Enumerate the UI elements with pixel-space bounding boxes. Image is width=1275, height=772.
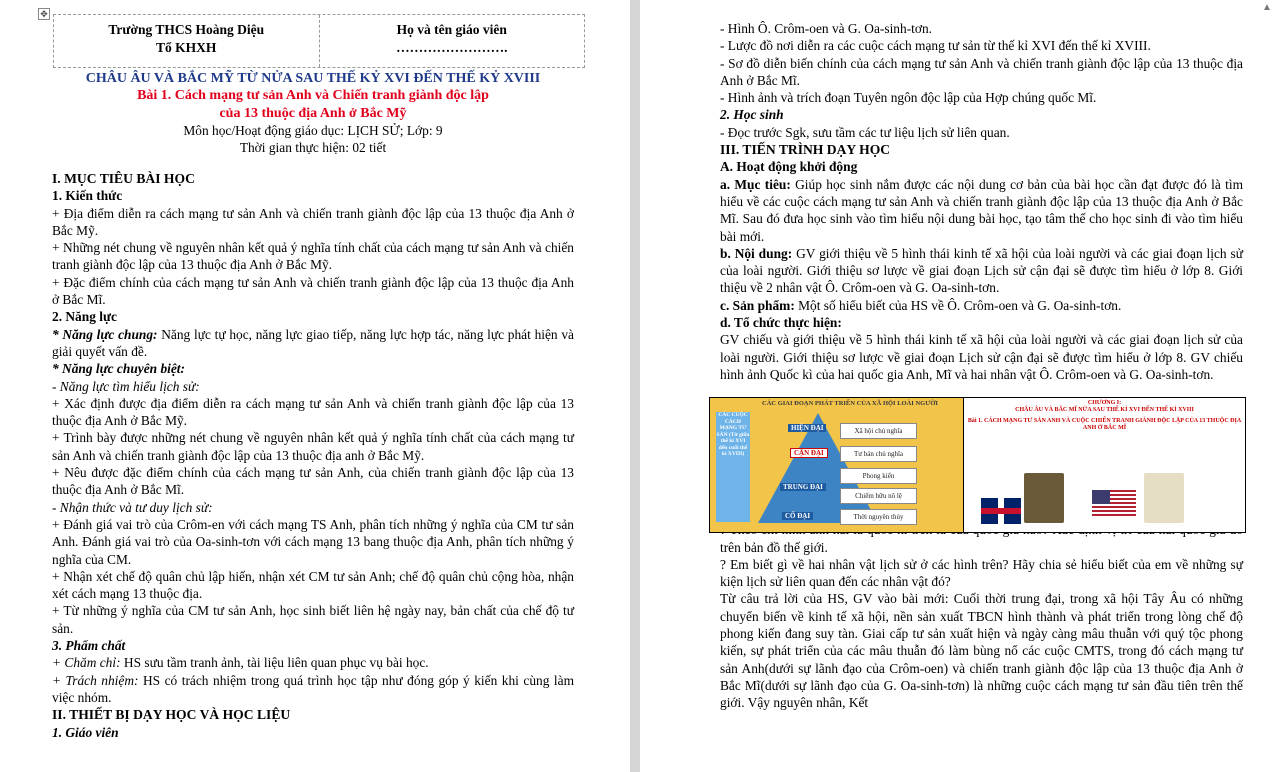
subsection-heading: 1. Kiến thức bbox=[52, 188, 123, 204]
slides-figure[interactable] bbox=[709, 397, 1246, 533]
paragraph: + Nhận xét chế độ quân chủ lập hiến, nhận xét CM tư sản Anh; chế độ quân chủ cộng hòa, nhận xét cách mạng 13 thuộc địa. bbox=[52, 568, 574, 602]
stage-box: Xã hội chủ nghĩa bbox=[840, 423, 917, 439]
group-name: Tổ KHXH bbox=[156, 40, 217, 55]
paragraph: + Những nét chung về nguyên nhân kết quả ý nghĩa tính chất của cách mạng tư sản Anh và chiến tranh giành độc lập của 13 thuộc địa Anh ở Bắc Mỹ. bbox=[52, 240, 574, 273]
paragraph bbox=[720, 245, 1243, 297]
teacher-dots: ……………………. bbox=[396, 40, 508, 55]
paragraph: Từ câu trả lời của HS, GV vào bài mới: Cuối thời trung đại, trong xã hội Tây Âu có những chuyển biến về kinh tế xã hội, nền sản xuất TBCN hình thành và phát triển trong lòng chế độ phong kiến đang suy tàn. Giai cấp tư sản xuất hiện và ngày càng mâu thuẫn với quý tộc phong kiến, sự phát triển của các mâu thuẫn đó làm bùng nổ các cuộc CMTS, trong đó cách mạng tư sản Anh(dưới sự lãnh đạo của Crôm-oen) và chiến tranh giành độc lập của 13 thuộc địa Anh ở Bắc Mĩ(dưới sự lãnh đạo của G. Oa-sinh-tơn) là những cuộc cách mạng tư sản đầu tiên trên thế giới. Vậy nguyên nhân, Kết bbox=[720, 591, 1243, 711]
stage-box: Thời nguyên thủy bbox=[840, 509, 917, 525]
subsection-heading: 2. Học sinh bbox=[720, 107, 784, 123]
text: HS sưu tầm tranh ảnh, tài liệu liên quan phục vụ bài học. bbox=[120, 655, 429, 671]
paragraph bbox=[52, 326, 574, 361]
paragraph bbox=[52, 654, 574, 671]
header-teacher-cell bbox=[319, 15, 585, 67]
left-page bbox=[0, 0, 630, 772]
subsection-heading: 1. Giáo viên bbox=[52, 724, 119, 740]
paragraph: GV chiếu và giới thiệu về 5 hình thái kinh tế xã hội của loài người và các giai đoạn lịch sử của loài người. Giới thiệu sơ lược về giai đoạn Lịch sử cận đại sẽ được tìm hiểu ở lớp 8. GV chiếu hình ảnh Quốc kì của hai quốc gia Anh, Mĩ và hai nhân vật Ô. Crôm-oen và G. Oa-sinh-tơn. bbox=[720, 332, 1243, 382]
text: Năng lực tự học, năng lực giao tiếp, năng lực hợp tác, năng lực phát hiện và giải quyết vấn đề. bbox=[52, 326, 574, 359]
text: GV giới thiệu về 5 hình thái kinh tế xã hội của loài người và các giai đoạn lịch sử của loài người. Giới thiệu sơ lược về giai đoạn Lịch sử cận đại sẽ được tìm hiểu ở lớp 8. Giới thiệu về 2 nhân vật Ô. Crôm-oen và G. Oa-sinh-tơn. bbox=[720, 245, 1243, 296]
subject-line: Môn học/Hoạt động giáo dục: LỊCH SỬ; Lớp: 9 bbox=[183, 122, 443, 138]
washington-portrait-icon bbox=[1144, 473, 1184, 523]
subsection-heading: d. Tổ chức thực hiện: bbox=[720, 315, 842, 331]
label: + Trách nhiệm: bbox=[52, 672, 139, 688]
text: Một số hiểu biết của HS về Ô. Crôm-oen và G. Oa-sinh-tơn. bbox=[794, 297, 1122, 313]
paragraph: trên bản đồ thế giới. bbox=[720, 539, 828, 555]
slide-history-stages bbox=[710, 398, 964, 532]
subheading-italic: - Nhận thức và tư duy lịch sử: bbox=[52, 499, 213, 515]
lesson-title-line-2: của 13 thuộc địa Anh ở Bắc Mỹ bbox=[219, 105, 407, 121]
paragraph bbox=[720, 297, 1243, 314]
lesson-title-line-1: Bài 1. Cách mạng tư sản Anh và Chiến tranh giành độc lập bbox=[137, 88, 489, 104]
period-tag: CẬN ĐẠI bbox=[790, 448, 828, 458]
scroll-up-icon[interactable]: ▲ bbox=[1262, 2, 1272, 13]
period-tag: TRUNG ĐẠI bbox=[780, 483, 826, 491]
slide-chapter-intro bbox=[964, 398, 1245, 532]
text: HS có trách nhiệm trong quá trình học tập như đóng góp ý kiến khi cùng làm việc nhóm. bbox=[52, 672, 575, 705]
paragraph: + Trình bày được những nét chung về nguyên nhân kết quả ý nghĩa tính chất của cách mạng tư sản Anh và chiến tranh giành độc lập của 13 thuộc địa anh ở Bắc Mỹ. bbox=[52, 430, 574, 463]
paragraph: - Lược đồ nơi diễn ra các cuộc cách mạng tư sản từ thế kỉ XVI đến thế kỉ XVIII. bbox=[720, 38, 1151, 54]
paragraph: + Nêu được đặc điểm chính của cách mạng tư sản Anh, của chiến tranh giành độc lập của 13 thuộc địa Anh ở Bắc Mĩ. bbox=[52, 465, 574, 498]
label: b. Nội dung: bbox=[720, 245, 793, 261]
chapter-label: CHƯƠNG I: bbox=[1087, 400, 1122, 406]
label: + Chăm chỉ: bbox=[52, 655, 121, 671]
page-gutter bbox=[630, 0, 640, 772]
paragraph bbox=[720, 176, 1243, 245]
paragraph: - Đọc trước Sgk, sưu tầm các tư liệu lịch sử liên quan. bbox=[720, 124, 1010, 140]
subsection-heading: * Năng lực chuyên biệt: bbox=[52, 361, 185, 377]
paragraph: + Xác định được địa điểm diễn ra cách mạng tư sản Anh và chiến tranh giành độc lập của 13 thuộc địa Anh ở Bắc Mỹ. bbox=[52, 395, 574, 429]
header-school-cell bbox=[54, 15, 319, 67]
subsection-heading: 3. Phẩm chất bbox=[52, 638, 126, 654]
cromwell-portrait-icon bbox=[1024, 473, 1064, 523]
school-name: Trường THCS Hoàng Diệu bbox=[108, 22, 265, 37]
paragraph: - Hình ảnh và trích đoạn Tuyên ngôn độc lập của Hợp chúng quốc Mĩ. bbox=[720, 90, 1097, 106]
subheading-italic: - Năng lực tìm hiểu lịch sử: bbox=[52, 378, 200, 394]
stage-box: Phong kiến bbox=[840, 468, 917, 484]
header-table bbox=[53, 14, 585, 68]
paragraph: + Đặc điểm chính của cách mạng tư sản Anh và chiến tranh giành độc lập của 13 thuộc địa Anh ở Bắc Mĩ. bbox=[52, 274, 574, 308]
duration-line: Thời gian thực hiện: 02 tiết bbox=[239, 140, 387, 156]
period-tag: CỔ ĐẠI bbox=[782, 512, 813, 520]
us-flag-icon bbox=[1092, 490, 1136, 516]
chapter-title: CHÂU ÂU VÀ BẮC MỸ TỪ NỬA SAU THẾ KỶ XVI ĐẾN THẾ KỶ XVIII bbox=[85, 71, 541, 86]
table-move-handle-icon[interactable]: ✥ bbox=[38, 8, 50, 20]
slide-chapter-text bbox=[964, 400, 1245, 432]
paragraph: - Sơ đồ diễn biến chính của cách mạng tư sản Anh và chiến tranh giành độc lập của 13 thuộc địa Anh ở Bắc Mĩ. bbox=[720, 55, 1243, 88]
label: a. Mục tiêu: bbox=[720, 176, 791, 192]
stage-box: Tư bản chủ nghĩa bbox=[840, 446, 917, 462]
text: Giúp học sinh nắm được các nội dung cơ bản của bài học cần đạt được đó là tìm hiểu về các cuộc cách mạng tư sản Anh và chiến tranh giành độc lập của 13 thuộc địa Anh ở Bắc Mĩ. Sau đó đưa học sinh vào tìm hiểu nội dung bài học, tạo tâm thế cho học sinh đi vào tìm hiểu bài mới. bbox=[720, 176, 1243, 244]
label: c. Sản phẩm: bbox=[720, 297, 795, 313]
subsection-heading: 2. Năng lực bbox=[52, 309, 117, 325]
stage-box: Chiếm hữu nô lệ bbox=[840, 488, 917, 504]
uk-flag-icon bbox=[981, 498, 1021, 524]
right-body bbox=[720, 20, 1243, 712]
period-tag: HIỆN ĐẠI bbox=[788, 424, 826, 432]
section-heading: I. MỤC TIÊU BÀI HỌC bbox=[52, 171, 195, 186]
chapter-title: CHÂU ÂU VÀ BẮC MĨ NỬA SAU THẾ KỈ XVI ĐẾN THẾ KỈ XVIII bbox=[1015, 407, 1194, 413]
paragraph bbox=[52, 672, 574, 707]
paragraph: + Địa điểm diễn ra cách mạng tư sản Anh và chiến tranh giành độc lập của 13 thuộc địa Anh ở Bắc Mỹ. bbox=[52, 205, 574, 238]
section-heading: II. THIẾT BỊ DẠY HỌC VÀ HỌC LIỆU bbox=[52, 707, 291, 723]
paragraph: + Đánh giá vai trò của Crôm-en với cách mạng TS Anh, phân tích những ý nghĩa của CM tư sản Anh. Đánh giá vai trò của Oa-sinh-tơn với cách mạng 13 bang thuộc địa Anh, phân tích những ý nghĩa của CM. bbox=[52, 516, 574, 567]
teacher-label: Họ và tên giáo viên bbox=[396, 22, 507, 37]
left-body bbox=[52, 170, 574, 741]
section-heading: III. TIẾN TRÌNH DẠY HỌC bbox=[720, 142, 891, 158]
paragraph: + Từ những ý nghĩa của CM tư sản Anh, học sinh biết liên hệ ngày nay, bản chất của chế độ tư sản. bbox=[52, 603, 574, 636]
lesson-title: Bài 1. CÁCH MẠNG TƯ SẢN ANH VÀ CUỘC CHIẾN TRANH GIÀNH ĐỘC LẬP CỦA 13 THUỘC ĐỊA ANH Ở BẮC MĨ bbox=[967, 418, 1242, 431]
side-label: CÁC CUỘC CÁCH MẠNG TƯ SẢN (Từ giữa thế kỉ XVI đến cuối thế kỉ XVIII) bbox=[716, 412, 750, 522]
slide-title: CÁC GIAI ĐOẠN PHÁT TRIỂN CỦA XÃ HỘI LOÀI NGƯỜI bbox=[762, 400, 938, 407]
paragraph: ? Em biết gì về hai nhân vật lịch sử ở các hình trên? Hãy chia sẻ hiểu biết của em về những sự kiện lịch sử liên quan đến các nhân vật đó? bbox=[720, 556, 1243, 590]
label: * Năng lực chung: bbox=[52, 326, 158, 342]
title-block bbox=[52, 70, 574, 156]
paragraph: - Hình Ô. Crôm-oen và G. Oa-sinh-tơn. bbox=[720, 21, 932, 36]
subsection-heading: A. Hoạt động khởi động bbox=[720, 159, 858, 175]
right-page bbox=[640, 0, 1275, 772]
